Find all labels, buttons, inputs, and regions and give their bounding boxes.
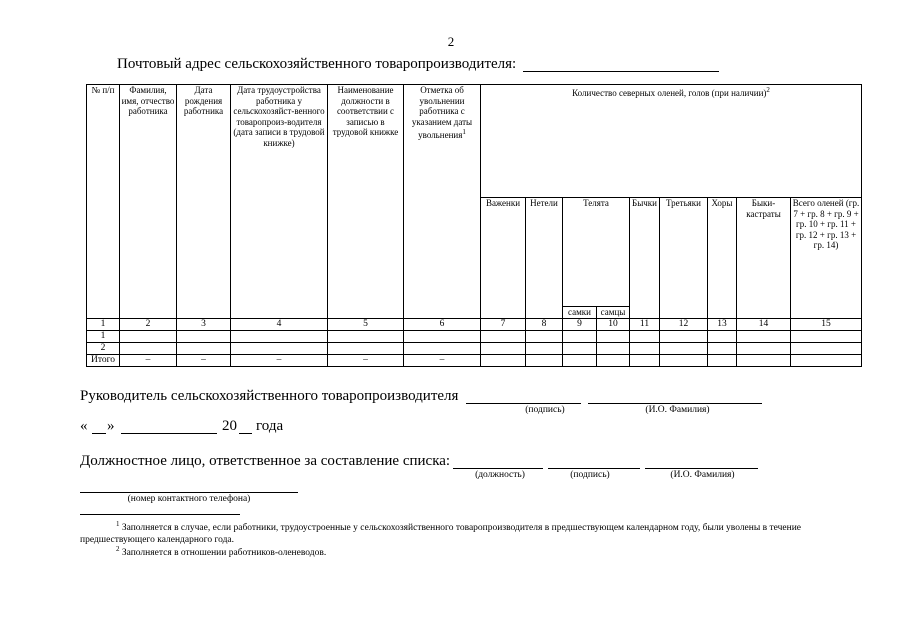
official-name-line — [645, 468, 758, 469]
header-neteli: Нетели — [526, 198, 563, 319]
total-label: Итого — [87, 354, 120, 366]
head-name-caption: (И.О. Фамилия) — [645, 405, 710, 415]
col-num: 13 — [708, 318, 737, 330]
official-sign-line — [548, 468, 640, 469]
phone-caption: (номер контактного телефона) — [127, 494, 251, 504]
header-samtsy: самцы — [597, 307, 630, 319]
row-num: 2 — [87, 342, 120, 354]
table-row — [87, 342, 862, 354]
total-dash: – — [231, 354, 328, 366]
head-sign-line — [466, 403, 581, 404]
header-position: Наименование должности в соответствии с записью в трудовой книжке — [328, 85, 404, 319]
col-num: 4 — [231, 318, 328, 330]
postal-address-label: Почтовый адрес сельскохозяйственного товаропроизводителя: — [117, 56, 517, 72]
header-num: № п/п — [87, 85, 120, 319]
col-num: 10 — [597, 318, 630, 330]
total-dash: – — [404, 354, 481, 366]
header-birth: Дата рождения работника — [177, 85, 231, 319]
table-row — [87, 330, 862, 342]
header-kastraty: Быки-кастраты — [737, 198, 791, 319]
col-num: 9 — [563, 318, 597, 330]
head-label: Руководитель сельскохозяйственного товаропроизводителя — [80, 388, 459, 404]
phone-line — [80, 492, 298, 493]
official-position-caption: (должность) — [475, 470, 525, 480]
total-dash: – — [120, 354, 177, 366]
col-num: 2 — [120, 318, 177, 330]
col-num: 5 — [328, 318, 404, 330]
head-sign-caption: (подпись) — [525, 405, 565, 415]
header-bychki: Бычки — [630, 198, 660, 319]
column-numbers-row — [87, 318, 862, 330]
header-dismissal: Отметка об увольнении работника с указанием даты увольнения$^1$ — [404, 85, 481, 319]
official-name-caption: (И.О. Фамилия) — [670, 470, 735, 480]
official-sign-caption: (подпись) — [570, 470, 610, 480]
header-khory: Хоры — [708, 198, 737, 319]
official-label: Должностное лицо, ответственное за составление списка: — [80, 453, 451, 469]
header-deer-group: Количество северных оленей, голов (при наличии)$^2$ — [481, 85, 862, 198]
head-name-line — [588, 403, 762, 404]
date-year-line — [239, 433, 252, 434]
col-num: 7 — [481, 318, 526, 330]
date-year-prefix: 20 — [222, 418, 237, 434]
col-num: 14 — [737, 318, 791, 330]
header-vazhenki: Важенки — [481, 198, 526, 319]
footnote-2: $^2$ Заполняется в отношении работников-оленеводов. — [116, 545, 327, 559]
official-position-line — [453, 468, 543, 469]
col-num: 1 — [87, 318, 120, 330]
page-number: 2 — [447, 34, 455, 49]
col-num: 3 — [177, 318, 231, 330]
footnote-separator — [80, 514, 240, 515]
total-row — [87, 354, 862, 366]
header-employment: Дата трудоустройства работника у сельскохозяйст-венного товаропроиз-водителя (дата записи в трудовой книжке) — [231, 85, 328, 319]
col-num: 8 — [526, 318, 563, 330]
row-num: 1 — [87, 330, 120, 342]
col-num: 11 — [630, 318, 660, 330]
date-month-line — [121, 433, 217, 434]
total-dash: – — [328, 354, 404, 366]
date-quote-open: « — [80, 418, 88, 434]
date-day-line — [92, 433, 106, 434]
postal-address-line — [523, 71, 719, 72]
header-name: Фамилия, имя, отчество работника — [120, 85, 177, 319]
date-quote-close: » — [107, 418, 115, 434]
col-num: 6 — [404, 318, 481, 330]
header-total-deer: Всего оленей (гр. 7 + гр. 8 + гр. 9 + гр. 10 + гр. 11 + гр. 12 + гр. 13 + гр. 14) — [791, 198, 862, 319]
header-samki: самки — [563, 307, 597, 319]
col-num: 15 — [791, 318, 862, 330]
workers-table — [86, 84, 862, 367]
footnote-1: $^1$ Заполняется в случае, если работники, трудоустроенные у сельскохозяйственного товаропроизводителя в предшествующем календарном году, были уволены в течение предшествующего календарного года. — [80, 520, 801, 546]
total-dash: – — [177, 354, 231, 366]
date-year-suffix: года — [256, 418, 284, 434]
col-num: 12 — [660, 318, 708, 330]
header-tretyaki: Третьяки — [660, 198, 708, 319]
header-telyata: Телята — [563, 198, 630, 307]
